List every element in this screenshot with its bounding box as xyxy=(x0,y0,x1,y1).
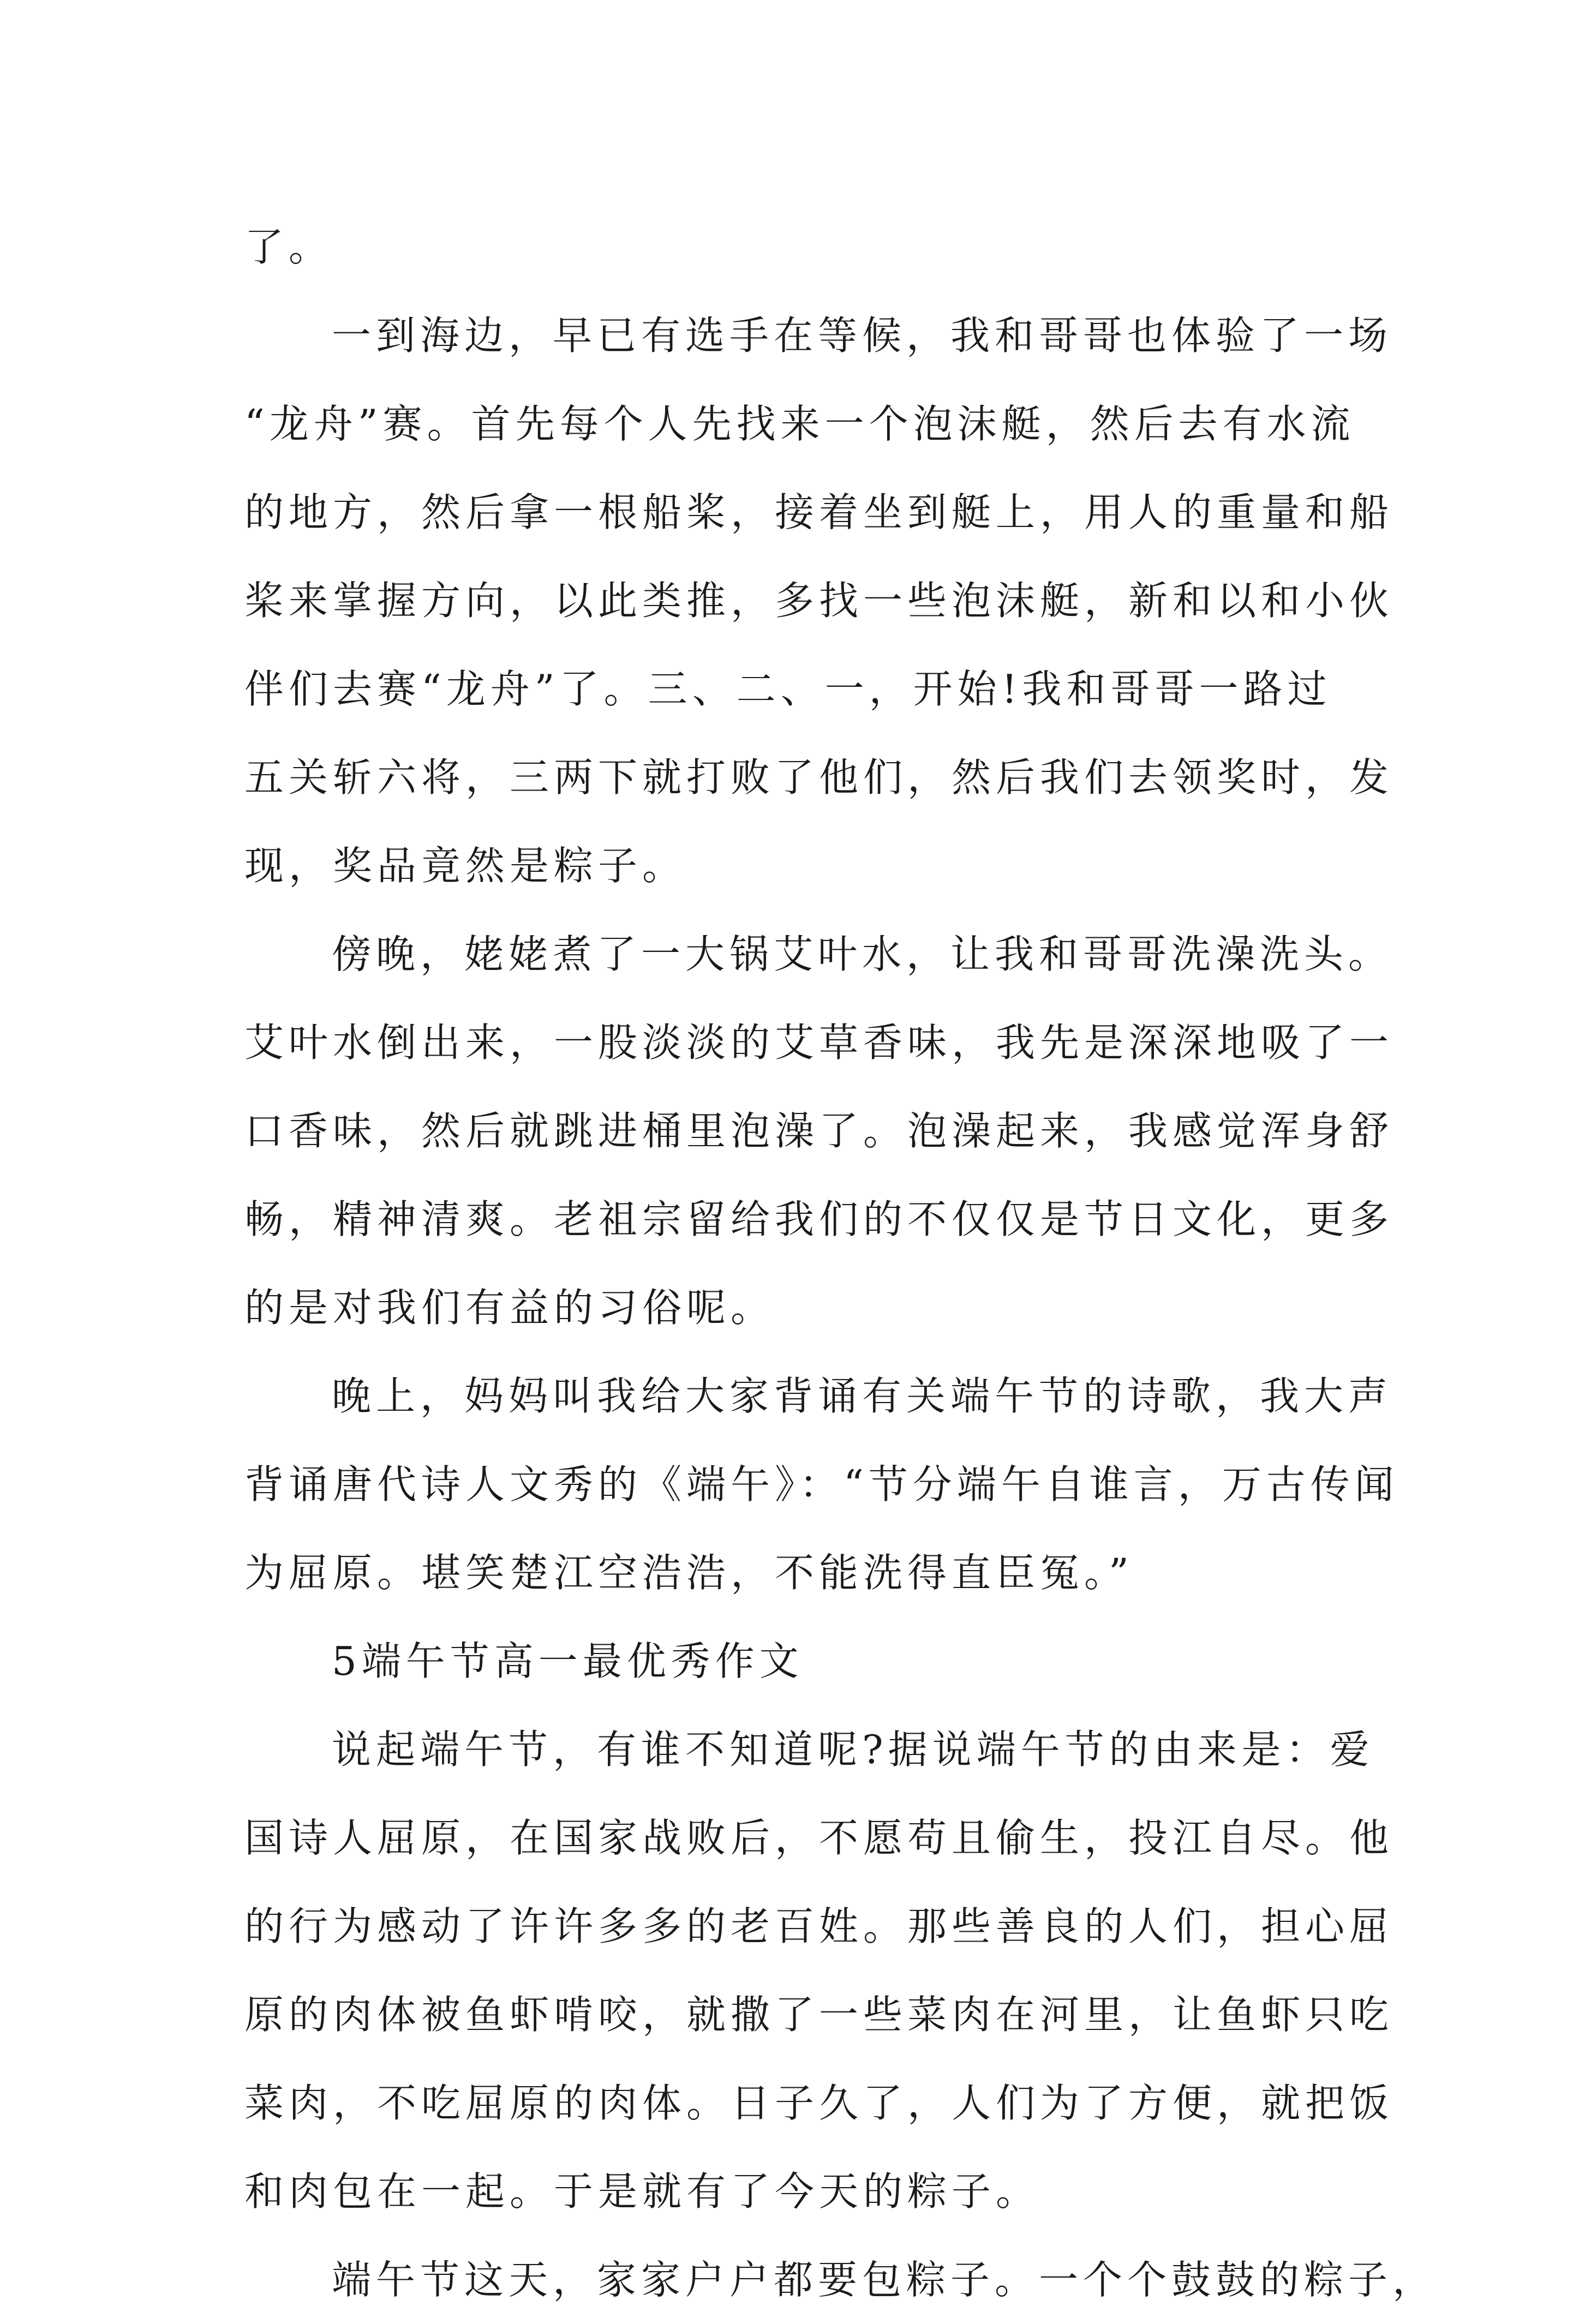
text-line: 和肉包在一起。于是就有了今天的粽子。 xyxy=(244,2169,1040,2214)
text-line: 晚上，妈妈叫我给大家背诵有关端午节的诗歌，我大声 xyxy=(332,1373,1393,1419)
text-line: 口香味，然后就跳进桶里泡澡了。泡澡起来，我感觉浑身舒 xyxy=(244,1108,1394,1154)
text-line: 傍晚，姥姥煮了一大锅艾叶水，让我和哥哥洗澡洗头。 xyxy=(332,931,1393,977)
text-line: 桨来掌握方向，以此类推，多找一些泡沫艇，新和以和小伙 xyxy=(244,578,1394,624)
text-line: 五关斩六将，三两下就打败了他们，然后我们去领奖时，发 xyxy=(244,754,1394,800)
text-line: “龙舟”赛。首先每个人先找来一个泡沫艇，然后去有水流 xyxy=(244,401,1355,447)
text-line: 的是对我们有益的习俗呢。 xyxy=(244,1285,775,1331)
text-line: 了。 xyxy=(244,224,333,270)
text-line: 艾叶水倒出来，一股淡淡的艾草香味，我先是深深地吸了一 xyxy=(244,1020,1394,1065)
text-line: 畅，精神清爽。老祖宗留给我们的不仅仅是节日文化，更多 xyxy=(244,1196,1394,1242)
text-line: 说起端午节，有谁不知道呢?据说端午节的由来是：爱 xyxy=(332,1727,1374,1772)
text-line: 的行为感动了许许多多的老百姓。那些善良的人们，担心屈 xyxy=(244,1903,1394,1949)
text-line: 原的肉体被鱼虾啃咬，就撒了一些菜肉在河里，让鱼虾只吃 xyxy=(244,1992,1394,2038)
text-line: 一到海边，早已有选手在等候，我和哥哥也体验了一场 xyxy=(332,313,1393,358)
text-line: 伴们去赛“龙舟”了。三、二、一，开始!我和哥哥一路过 xyxy=(244,666,1332,712)
text-line: 的地方，然后拿一根船桨，接着坐到艇上，用人的重量和船 xyxy=(244,489,1394,535)
text-line: 端午节这天，家家户户都要包粽子。一个个鼓鼓的粽子， xyxy=(332,2257,1437,2303)
section-heading: 5端午节高一最优秀作文 xyxy=(332,1638,804,1684)
text-line: 国诗人屈原，在国家战败后，不愿苟且偷生，投江自尽。他 xyxy=(244,1815,1394,1861)
document-body xyxy=(244,203,1437,2324)
text-line: 菜肉，不吃屈原的肉体。日子久了，人们为了方便，就把饭 xyxy=(244,2080,1394,2126)
text-line: 为屈原。堪笑楚江空浩浩，不能洗得直臣冤。” xyxy=(244,1550,1134,1596)
text-line: 现，奖品竟然是粽子。 xyxy=(244,843,687,889)
text-line: 背诵唐代诗人文秀的《端午》：“节分端午自谁言，万古传闻 xyxy=(244,1462,1399,1507)
